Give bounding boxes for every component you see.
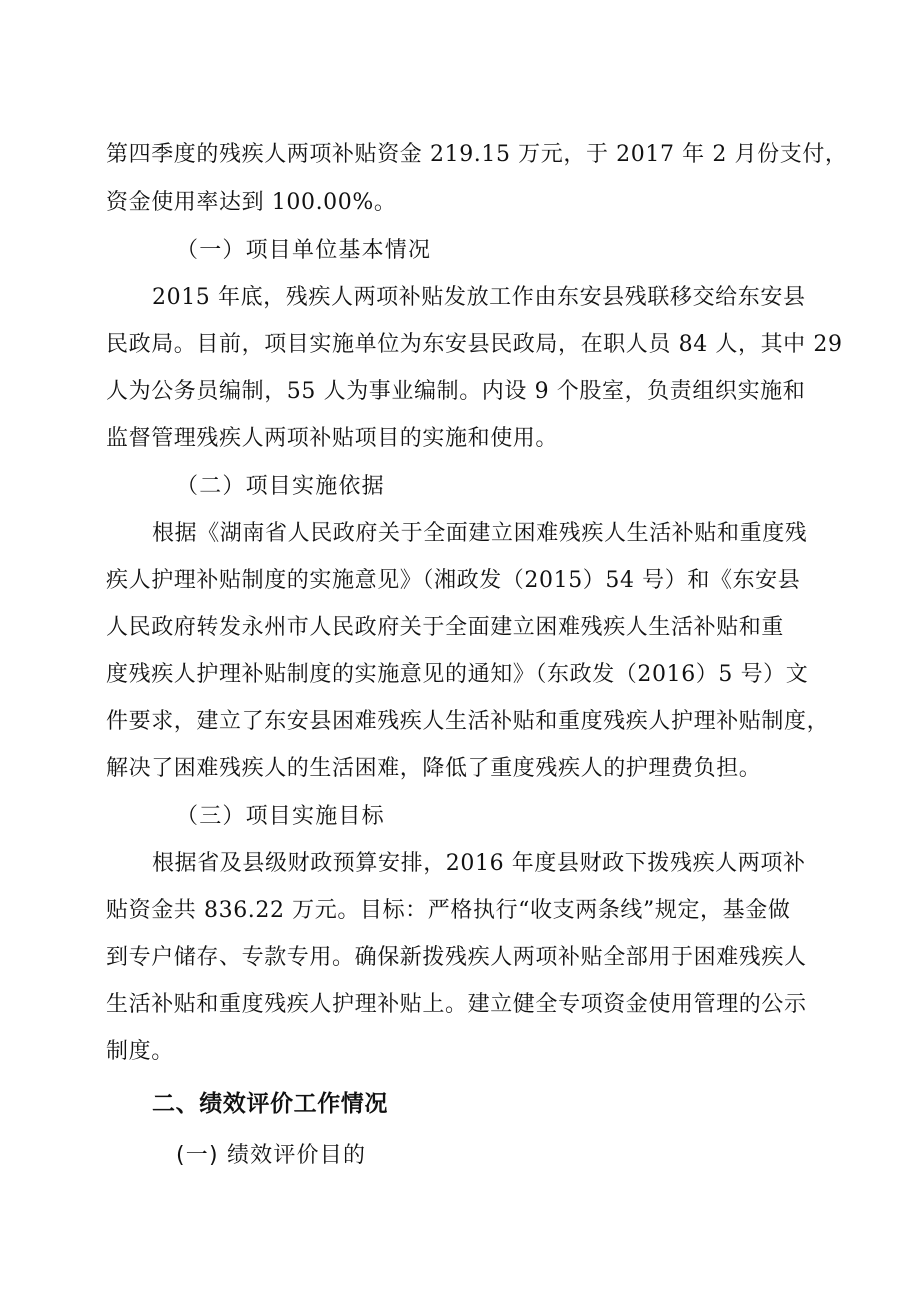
section-heading-evaluation: 二、绩效评价工作情况	[152, 1091, 388, 1117]
text-line: 民政局。目前，项目实施单位为东安县民政局，在职人员 84 人，其中 29	[106, 332, 843, 357]
text-line: 2015 年底，残疾人两项补贴发放工作由东安县残联移交给东安县	[152, 285, 806, 310]
text-line: 件要求，建立了东安县困难残疾人生活补贴和重度残疾人护理补贴制度，	[106, 709, 830, 734]
text-line: 监督管理残疾人两项补贴项目的实施和使用。	[106, 426, 559, 451]
text-line: 人民政府转发永州市人民政府关于全面建立困难残疾人生活补贴和重	[106, 615, 785, 640]
section-heading-basis: （二）项目实施依据	[176, 474, 385, 499]
text-line: 第四季度的残疾人两项补贴资金 219.15 万元，于 2017 年 2 月份支付，	[106, 142, 848, 167]
text-line: 资金使用率达到 100.00%。	[106, 190, 397, 215]
text-line: 根据《湖南省人民政府关于全面建立困难残疾人生活补贴和重度残	[152, 521, 808, 546]
text-line: 贴资金共 836.22 万元。目标：严格执行“收支两条线”规定，基金做	[106, 898, 791, 923]
text-line: 到专户储存、专款专用。确保新拨残疾人两项补贴全部用于困难残疾人	[106, 945, 807, 970]
section-heading-evaluation-purpose: (一) 绩效评价目的	[176, 1143, 367, 1168]
text-line: 根据省及县级财政预算安排，2016 年度县财政下拨残疾人两项补	[152, 851, 806, 876]
text-line: 生活补贴和重度残疾人护理补贴上。建立健全专项资金使用管理的公示	[106, 992, 807, 1017]
text-line: 人为公务员编制，55 人为事业编制。内设 9 个股室，负责组织实施和	[106, 379, 806, 404]
text-line: 制度。	[106, 1039, 174, 1064]
text-line: 度残疾人护理补贴制度的实施意见的通知》（东政发（2016）5 号）文	[106, 662, 809, 687]
text-line: 疾人护理补贴制度的实施意见》（湘政发（2015）54 号）和《东安县	[106, 568, 801, 593]
text-line: 解决了困难残疾人的生活困难，降低了重度残疾人的护理费负担。	[106, 756, 762, 781]
section-heading-basic-info: （一）项目单位基本情况	[176, 238, 432, 263]
section-heading-goals: （三）项目实施目标	[176, 804, 385, 829]
